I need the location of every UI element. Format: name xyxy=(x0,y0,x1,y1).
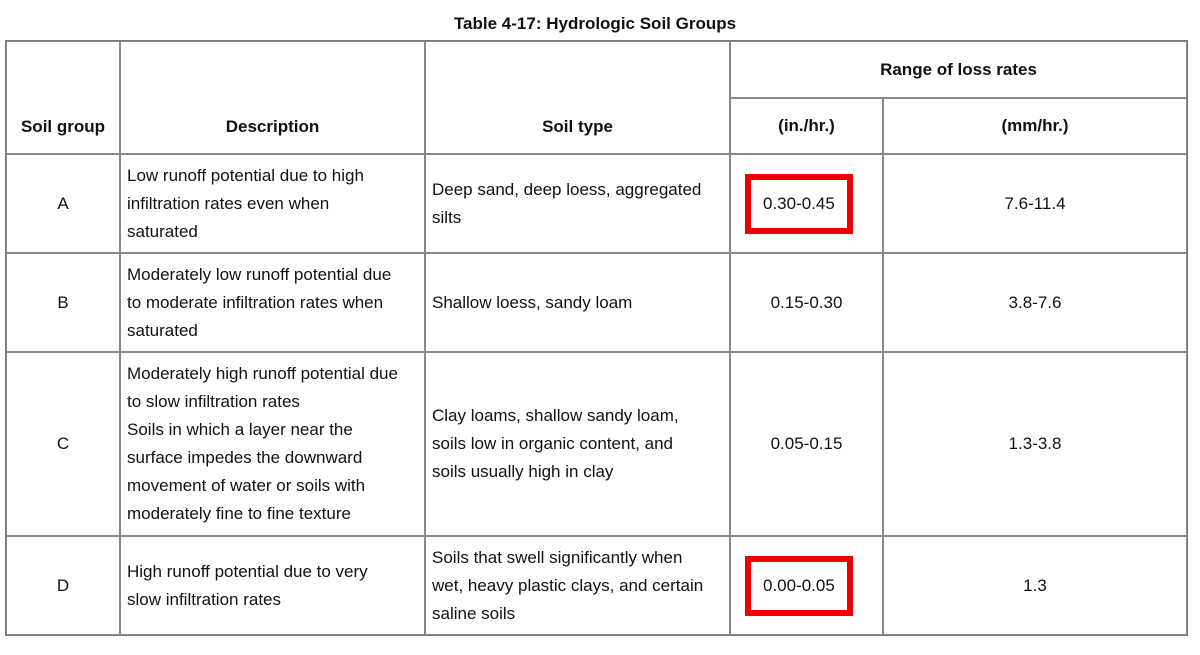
cell-soil-type xyxy=(425,536,730,635)
table-row xyxy=(6,352,1187,536)
text-line: Shallow loess, sandy loam xyxy=(432,292,633,312)
text-line: Soils in which a layer near the xyxy=(127,420,353,439)
header-soil-type: Soil type xyxy=(425,41,730,154)
header-description: Description xyxy=(120,41,425,154)
text-line: soils low in organic content, and xyxy=(432,434,673,453)
cell-in-hr xyxy=(730,154,883,253)
highlight-box: 0.30-0.45 xyxy=(745,174,853,234)
cell-soil-type xyxy=(425,352,730,536)
table-row xyxy=(6,253,1187,352)
text-line: saturated xyxy=(127,221,198,241)
cell-soil-group: D xyxy=(6,536,120,635)
text-line: Moderately low runoff potential due xyxy=(127,264,392,284)
header-soil-group: Soil group xyxy=(6,41,120,154)
text-line: moderately fine to fine texture xyxy=(127,504,351,523)
cell-in-hr: 0.15-0.30 xyxy=(730,253,883,352)
text-line: Deep sand, deep loess, aggregated xyxy=(432,179,702,199)
text-line: infiltration rates even when xyxy=(127,193,330,213)
cell-mm-hr: 1.3 xyxy=(883,536,1187,635)
cell-mm-hr: 3.8-7.6 xyxy=(883,253,1187,352)
text-line: saline soils xyxy=(432,603,516,623)
text-line: to moderate infiltration rates when xyxy=(127,292,384,312)
cell-in-hr xyxy=(730,536,883,635)
cell-soil-group: B xyxy=(6,253,120,352)
cell-description xyxy=(120,154,425,253)
text-line: silts xyxy=(432,207,462,227)
cell-soil-group: C xyxy=(6,352,120,536)
cell-soil-type xyxy=(425,154,730,253)
text-line: surface impedes the downward xyxy=(127,448,363,467)
table-caption: Table 4-17: Hydrologic Soil Groups xyxy=(453,14,737,33)
soil-groups-table xyxy=(5,40,1188,636)
text-line: Low runoff potential due to high xyxy=(127,165,364,185)
table-row xyxy=(6,154,1187,253)
text-line: Moderately high runoff potential due xyxy=(127,364,398,383)
text-line: Clay loams, shallow sandy loam, xyxy=(432,406,679,425)
table-row xyxy=(6,536,1187,635)
cell-in-hr: 0.05-0.15 xyxy=(730,352,883,536)
header-in-hr: (in./hr.) xyxy=(730,98,883,154)
header-row-1 xyxy=(6,41,1187,98)
cell-soil-type xyxy=(425,253,730,352)
header-mm-hr: (mm/hr.) xyxy=(883,98,1187,154)
cell-description xyxy=(120,536,425,635)
text-line: soils usually high in clay xyxy=(432,462,614,481)
header-range-of-loss-rates: Range of loss rates xyxy=(730,41,1187,98)
text-line: slow infiltration rates xyxy=(127,589,282,609)
text-line: saturated xyxy=(127,320,198,340)
text-line: wet, heavy plastic clays, and certain xyxy=(432,575,704,595)
cell-mm-hr: 1.3-3.8 xyxy=(883,352,1187,536)
text-line: Soils that swell significantly when xyxy=(432,547,683,567)
cell-description xyxy=(120,352,425,536)
text-line: to slow infiltration rates xyxy=(127,392,300,411)
cell-description xyxy=(120,253,425,352)
text-line: movement of water or soils with xyxy=(127,476,366,495)
text-line: High runoff potential due to very xyxy=(127,561,368,581)
highlight-box: 0.00-0.05 xyxy=(745,556,853,616)
cell-mm-hr: 7.6-11.4 xyxy=(883,154,1187,253)
cell-soil-group: A xyxy=(6,154,120,253)
